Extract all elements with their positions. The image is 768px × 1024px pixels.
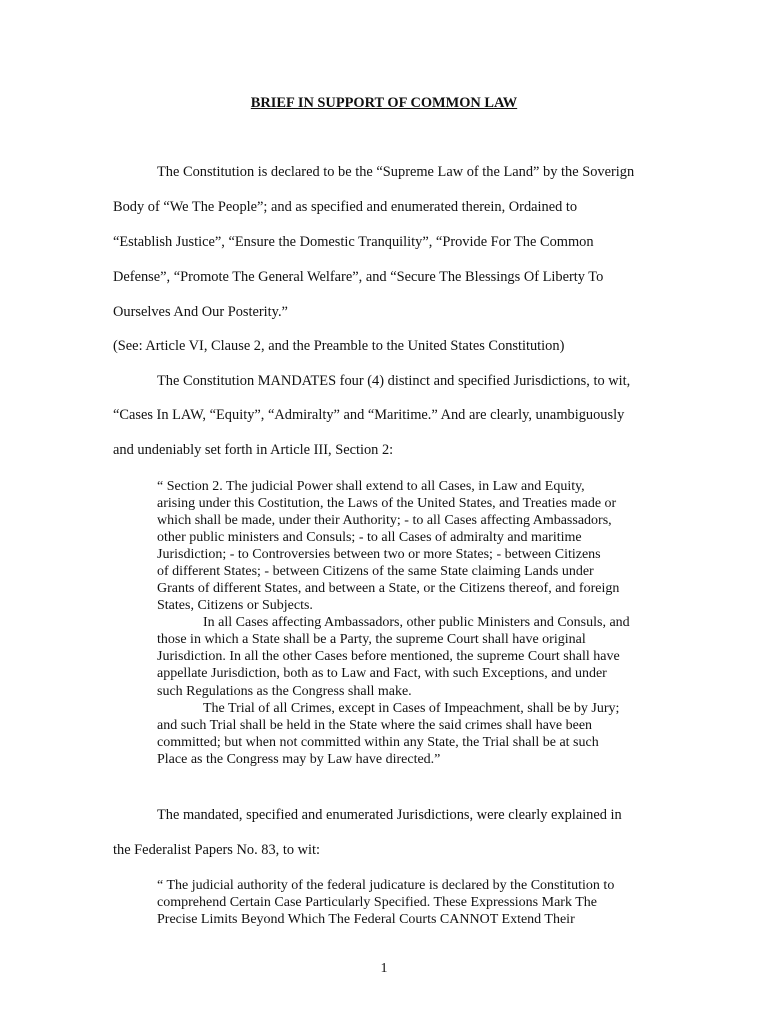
paragraph1-line: Defense”, “Promote The General Welfare”, and “Secure The Blessings Of Liberty To	[113, 269, 604, 285]
paragraph1-line: Body of “We The People”; and as specified and enumerated therein, Ordained to	[113, 199, 578, 215]
citation-line: (See: Article VI, Clause 2, and the Preamble to the United States Constitution)	[113, 338, 565, 354]
quote1-line: Jurisdiction. In all the other Cases before mentioned, the supreme Court shall have	[157, 649, 620, 664]
quote2-line: comprehend Certain Case Particularly Specified. These Expressions Mark The	[157, 895, 597, 910]
quote2-line: “ The judicial authority of the federal judicature is declared by the Constitution to	[157, 878, 615, 893]
quote1-line: appellate Jurisdiction, both as to Law and Fact, with such Exceptions, and under	[157, 666, 607, 681]
paragraph1-line: Ourselves And Our Posterity.”	[113, 304, 288, 320]
quote1-line: such Regulations as the Congress shall make.	[157, 684, 412, 699]
quote2-line: Precise Limits Beyond Which The Federal Courts CANNOT Extend Their	[157, 912, 575, 927]
paragraph3-line: The mandated, specified and enumerated Jurisdictions, were clearly explained in	[157, 807, 622, 823]
paragraph3-line: the Federalist Papers No. 83, to wit:	[113, 842, 321, 858]
quote1-line: committed; but when not committed within any State, the Trial shall be at such	[157, 735, 599, 750]
quote1-line: those in which a State shall be a Party, the supreme Court shall have original	[157, 632, 586, 647]
quote1-line: Jurisdiction; - to Controversies between two or more States; - between Citizens	[157, 547, 601, 562]
quote1-line: Grants of different States, and between a State, or the Citizens thereof, and foreign	[157, 581, 620, 596]
paragraph2-line: The Constitution MANDATES four (4) distinct and specified Jurisdictions, to wit,	[157, 373, 631, 389]
quote1-line: other public ministers and Consuls; - to all Cases of admiralty and maritime	[157, 530, 582, 545]
quote1-line: which shall be made, under their Authority; - to all Cases affecting Ambassadors,	[157, 513, 612, 528]
paragraph1-line: “Establish Justice”, “Ensure the Domestic Tranquility”, “Provide For The Common	[113, 234, 594, 250]
paragraph1-line: The Constitution is declared to be the “Supreme Law of the Land” by the Soverign	[157, 164, 635, 180]
quote1-line: “ Section 2. The judicial Power shall extend to all Cases, in Law and Equity,	[157, 479, 585, 494]
quote1-line: and such Trial shall be held in the State where the said crimes shall have been	[157, 718, 593, 733]
quote1-line: States, Citizens or Subjects.	[157, 598, 313, 613]
paragraph2-line: and undeniably set forth in Article III, Section 2:	[113, 442, 394, 458]
page-number: 1	[380, 961, 388, 976]
quote1-line: In all Cases affecting Ambassadors, other public Ministers and Consuls, and	[203, 615, 630, 630]
quote1-line: of different States; - between Citizens of the same State claiming Lands under	[157, 564, 594, 579]
paragraph2-line: “Cases In LAW, “Equity”, “Admiralty” and “Maritime.” And are clearly, unambiguously	[113, 407, 625, 423]
quote1-line: Place as the Congress may by Law have directed.”	[157, 752, 441, 767]
document-title: BRIEF IN SUPPORT OF COMMON LAW	[250, 95, 518, 111]
quote1-line: The Trial of all Crimes, except in Cases of Impeachment, shall be by Jury;	[203, 701, 620, 716]
quote1-line: arising under this Costitution, the Laws of the United States, and Treaties made or	[157, 496, 617, 511]
